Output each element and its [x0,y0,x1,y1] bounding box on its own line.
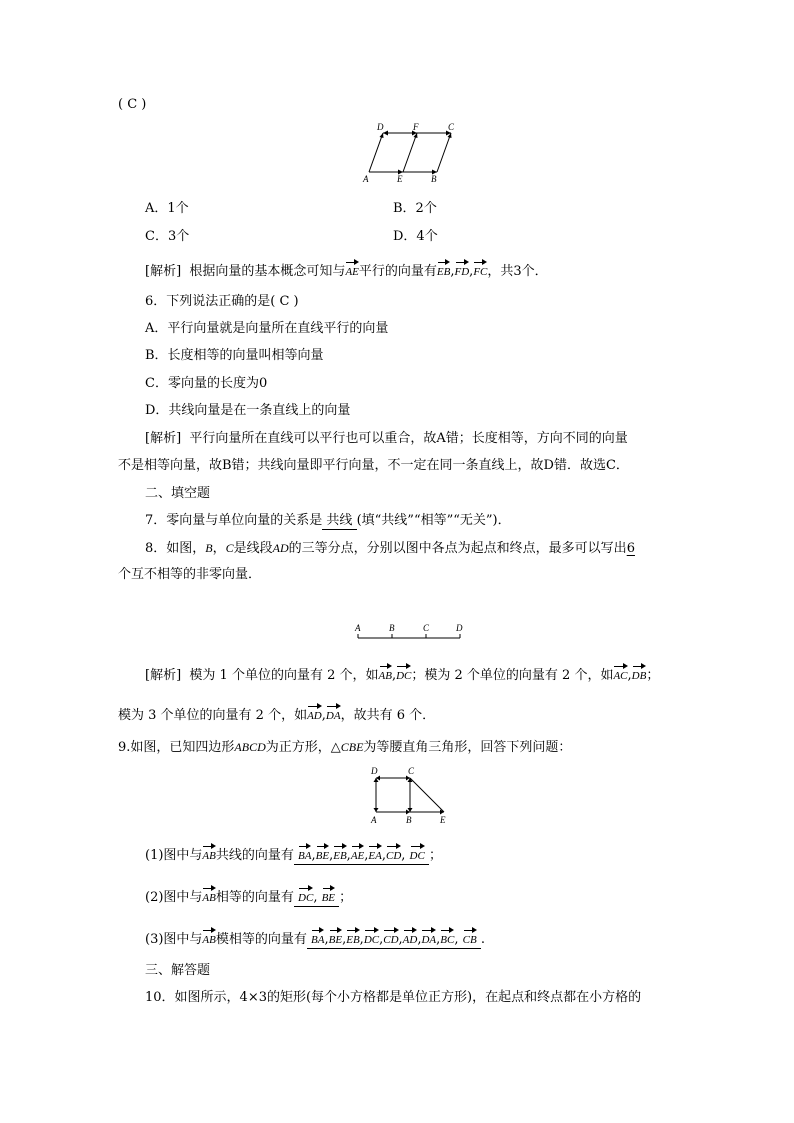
sq-label-C: C [408,766,415,776]
answer-bracket: ( C ) [118,97,147,112]
q6-analysis-line2: 不是相等向量，故B错；共线向量即平行向量，不一定在同一条直线上，故D错．故选C． [118,458,629,473]
option-d: D．4个 [393,229,438,244]
q7: 7．零向量与单位向量的关系是 共线 (填“共线”“相等”“无关”)． [145,513,511,528]
q8-line1: 8．如图，B，C是线段AD的三等分点，分别以图中各点为起点和终点，最多可以写出6 [145,541,635,556]
segment-figure [350,622,470,644]
q5-analysis: [解析] 根据向量的基本概念可知与AE平行的向量有EB,FD,FC，共3个． [145,261,548,281]
parallelogram-figure [355,122,470,184]
section-solve: 三、解答题 [145,963,211,978]
q10: 10．如图所示，4×3的矩形(每个小方格都是单位正方形)，在起点和终点都在小方格的 [145,990,642,1005]
seg-label-B: B [389,623,395,633]
q8-line2: 个互不相等的非零向量． [118,567,262,582]
seg-label-A: A [355,623,361,633]
sq-label-D: D [371,766,378,776]
seg-label-C: C [423,623,430,633]
sq-label-E: E [440,815,446,825]
label-E: E [397,174,403,184]
q6-analysis-line1: [解析] 平行向量所在直线可以平行也可以重合，故A错；长度相等，方向不同的向量 [145,431,628,446]
square-triangle-figure [368,764,454,826]
q9-part3: (3)图中与AB模相等的向量有 BA,BE,EB,DC,CD,AD,DA,BC, CB . [145,929,485,949]
q8-analysis-line1: [解析] 模为 1 个单位的向量有 2 个，如AB,DC；模为 2 个单位的向量有 2 个，如AC,DB； [145,665,659,685]
q6-option-d: D．共线向量是在一条直线上的向量 [145,403,351,418]
q9-stem: 9.如图，已知四边形ABCD为正方形，△CBE为等腰直角三角形，回答下列问题： [118,740,572,755]
q6-option-c: C．零向量的长度为0 [145,376,268,391]
option-a: A．1个 [145,201,189,216]
q6-option-b: B．长度相等的向量叫相等向量 [145,348,324,363]
sq-label-A: A [371,815,377,825]
label-D: D [377,122,384,132]
option-b: B．2个 [393,201,437,216]
q6-option-a: A．平行向量就是向量所在直线平行的向量 [145,321,389,336]
q8-analysis-line2: 模为 3 个单位的向量有 2 个，如AD,DA，故共有 6 个． [118,705,435,725]
section-fill-blank: 二、填空题 [145,486,211,501]
label-C: C [448,122,455,132]
seg-label-D: D [456,623,463,633]
q6-stem: 6．下列说法正确的是( C ) [145,294,299,309]
sq-label-B: B [406,815,412,825]
q9-part1: (1)图中与AB共线的向量有 BA,BE,EB,AE,EA,CD, DC ； [145,845,442,865]
label-F: F [413,122,419,132]
option-c: C．3个 [145,229,190,244]
q9-part2: (2)图中与AB相等的向量有 DC, BE ； [145,887,352,907]
label-B: B [431,174,437,184]
label-A: A [363,174,369,184]
